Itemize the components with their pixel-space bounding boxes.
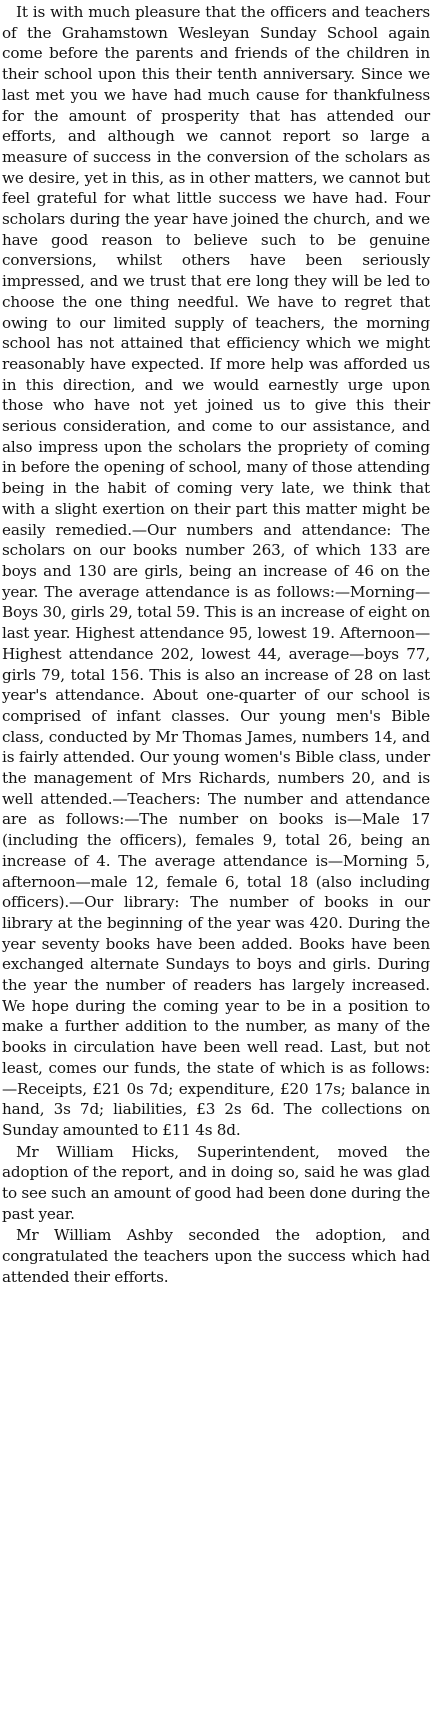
report-paragraph: It is with much pleasure that the officers and teachers of the Grahamstown Wesleyan Sunday School again come before the parents and friends of the children in their school upon this their tenth anniversary. Since we last met you we have had much cause for thankfulness for the amount of prosperity that has attended our efforts, and although we cannot report so large a measure of success in the conversion of the scholars as we desire, yet in this, as in other matters, we cannot but feel grateful for what little success we have had. Four scholars during the year have joined the church, and we have good reason to believe such to be genuine conversions, whilst others have been seriously impressed, and we trust that ere long they will be led to choose the one thing needful. We have to regret that owing to our limited supply of teachers, the morning school has not attained that efficiency which we might reasonably have expected. If more help was afforded us in this direction, and we would earnestly urge upon those who have not yet joined us to give this their serious consideration, and come to our assistance, and also impress upon the scholars the propriety of coming in before the opening of school, many of those attending being in the habit of coming very late, we think that with a slight exertion on their part this matter might be easily remedied.—Our numbers and attendance: The scholars on our books number 263, of which 133 are boys and 130 are girls, being an increase of 46 on the year. The average attendance is as follows:—Morning—Boys 30, girls 29, total 59. This is an increase of eight on last year. Highest attendance 95, lowest 19. Afternoon—Highest attendance 202, lowest 44, average—boys 77, girls 79, total 156. This is also an increase of 28 on last year's attendance. About one-quarter of our school is comprised of infant classes. Our young men's Bible class, conducted by Mr Thomas James, numbers 14, and is fairly attended. Our young women's Bible class, under the management of Mrs Richards, numbers 20, and is well attended.—Teachers: The number and attendance are as follows:—The number on books is—Male 17 (including the officers), females 9, total 26, being an increase of 4. The average attendance is—Morning 5, afternoon—male 12, female 6, total 18 (also including officers).—Our library: The number of books in our library at the beginning of the year was 420. During the year seventy books have been added. Books have been exchanged alternate Sundays to boys and girls. During the year the number of readers has largely increased. We hope during the coming year to be in a position to make a further addition to the number, as many of the books in circulation have been well read. Last, but not least, comes our funds, the state of which is as follows:—Receipts, £21 0s 7d; expenditure, £20 17s; balance in hand, 3s 7d; liabilities, £3 2s 6d. The collections on Sunday amounted to £11 4s 8d.	[2, 3, 430, 1139]
motion-paragraph: Mr William Hicks, Superintendent, moved the adoption of the report, and in doing so, said he was glad to see such an amount of good had been done during the past year.	[2, 1142, 430, 1223]
seconding-paragraph: Mr William Ashby seconded the adoption, and congratulated the teachers upon the success which had attended their efforts.	[2, 1226, 430, 1286]
newspaper-column	[2, 2, 430, 1288]
